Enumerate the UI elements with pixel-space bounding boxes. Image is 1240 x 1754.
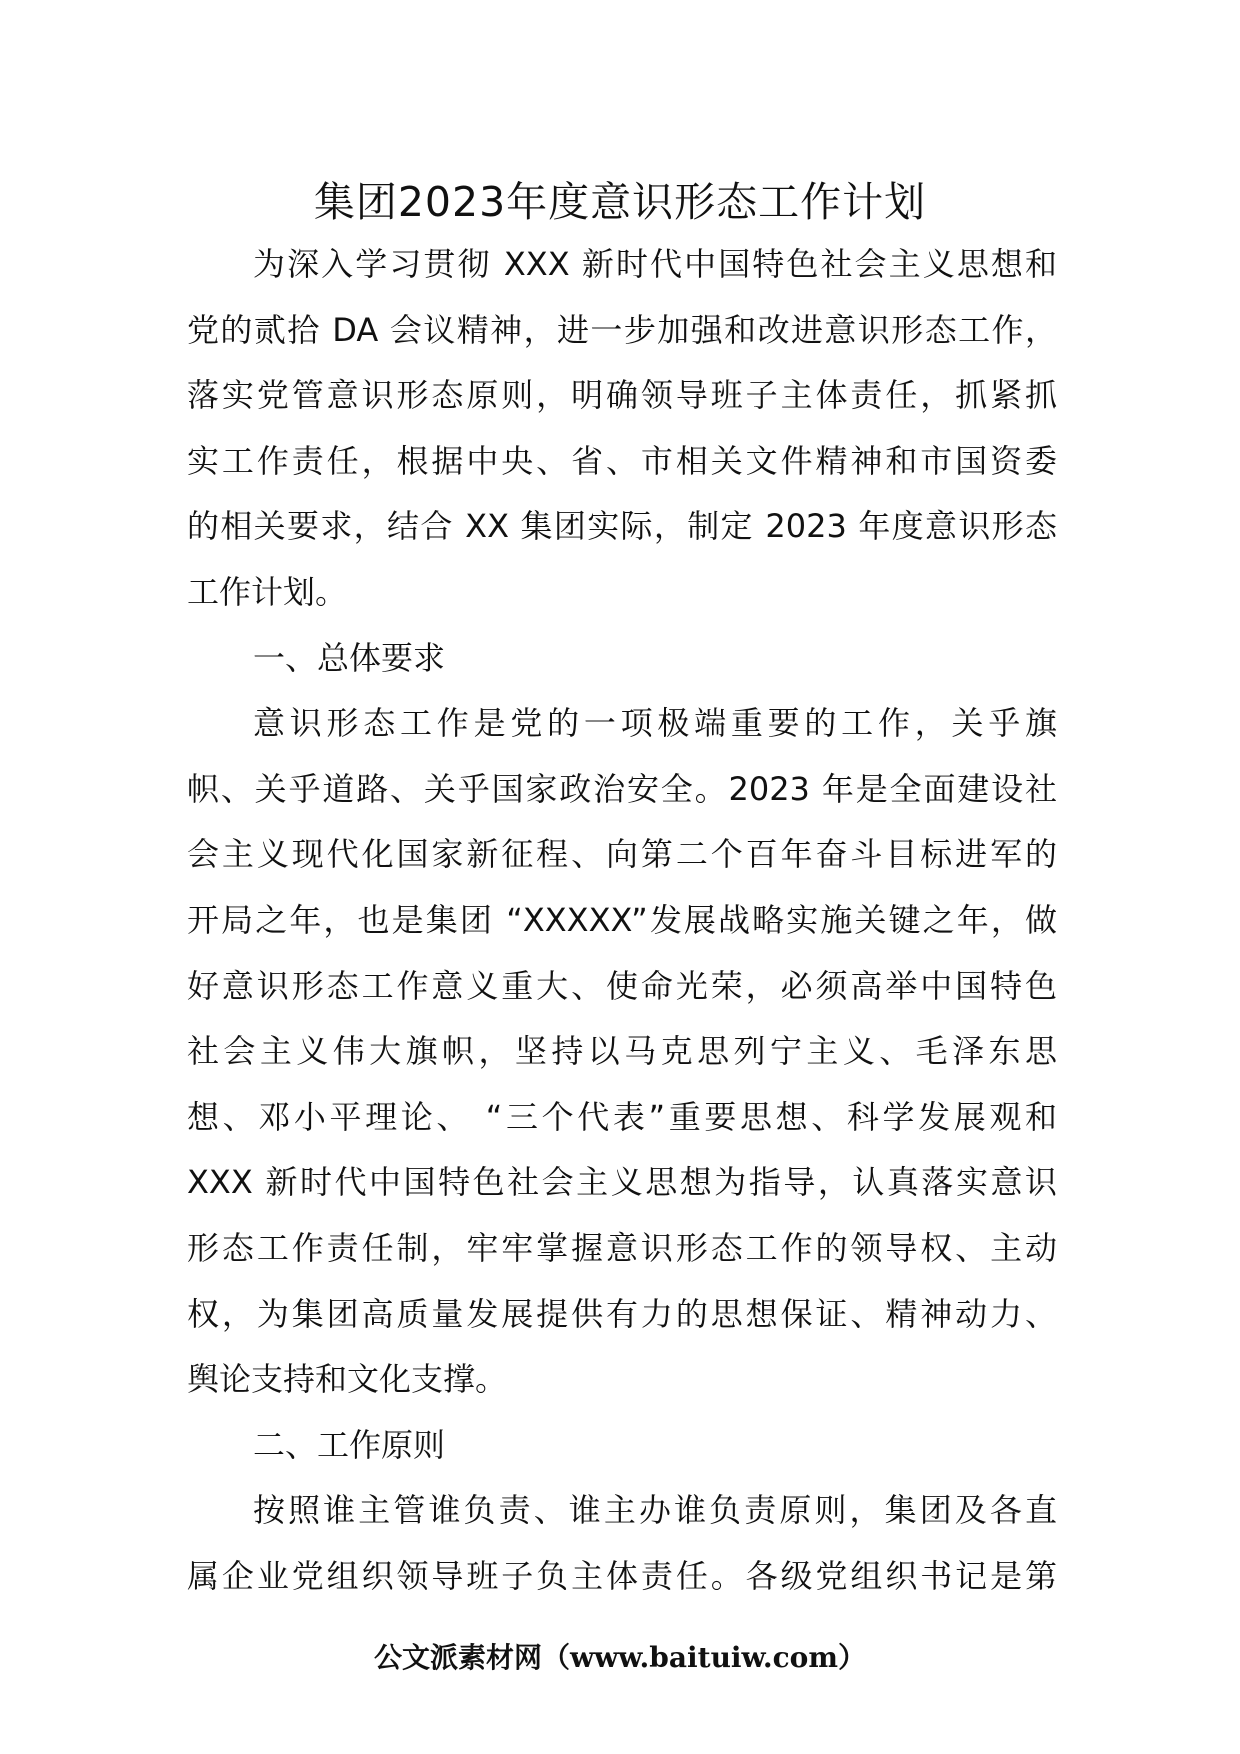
- body-text-line: 工作计划。: [187, 572, 348, 611]
- section-heading: 一、总体要求: [253, 638, 446, 677]
- body-text-line: 形态工作责任制，牢牢掌握意识形态工作的领导权、主动: [187, 1228, 1057, 1267]
- body-text-line: 开局之年，也是集团 “XXXXX”发展战略实施关键之年，做: [187, 900, 1057, 939]
- body-text-line: 的相关要求，结合 XX 集团实际，制定 2023 年度意识形态: [187, 507, 1057, 546]
- body-text-line: 会主义现代化国家新征程、向第二个百年奋斗目标进军的: [187, 835, 1057, 874]
- body-text-line: 帜、关乎道路、关乎国家政治安全。2023 年是全面建设社: [187, 769, 1057, 808]
- body-text-line: 好意识形态工作意义重大、使命光荣，必须高举中国特色: [187, 966, 1057, 1005]
- body-text-line: 权，为集团高质量发展提供有力的思想保证、精神动力、: [187, 1294, 1057, 1333]
- source-footer: 公文派素材网（www.baituiw.com）: [374, 1641, 866, 1674]
- body-text-line: 属企业党组织领导班子负主体责任。各级党组织书记是第: [187, 1556, 1057, 1595]
- body-text-line: 想、邓小平理论、 “三个代表”重要思想、科学发展观和: [187, 1097, 1057, 1136]
- document-body: [187, 232, 1057, 1609]
- document-title: 集团2023年度意识形态工作计划: [313, 178, 927, 226]
- body-text-line: XXX 新时代中国特色社会主义思想为指导，认真落实意识: [187, 1163, 1057, 1202]
- body-text-line: 实工作责任，根据中央、省、市相关文件精神和市国资委: [187, 441, 1057, 480]
- body-text-line: 意识形态工作是党的一项极端重要的工作，关乎旗: [253, 704, 1057, 743]
- body-text-line: 舆论支持和文化支撑。: [187, 1360, 508, 1399]
- section-heading: 二、工作原则: [253, 1425, 446, 1464]
- body-text-line: 按照谁主管谁负责、谁主办谁负责原则，集团及各直: [253, 1491, 1057, 1530]
- body-text-line: 党的贰拾 DA 会议精神，进一步加强和改进意识形态工作，: [187, 310, 1057, 349]
- body-text-line: 为深入学习贯彻 XXX 新时代中国特色社会主义思想和: [253, 245, 1057, 283]
- body-text-line: 社会主义伟大旗帜，坚持以马克思列宁主义、毛泽东思: [187, 1032, 1057, 1071]
- body-text-line: 落实党管意识形态原则，明确领导班子主体责任，抓紧抓: [187, 376, 1057, 415]
